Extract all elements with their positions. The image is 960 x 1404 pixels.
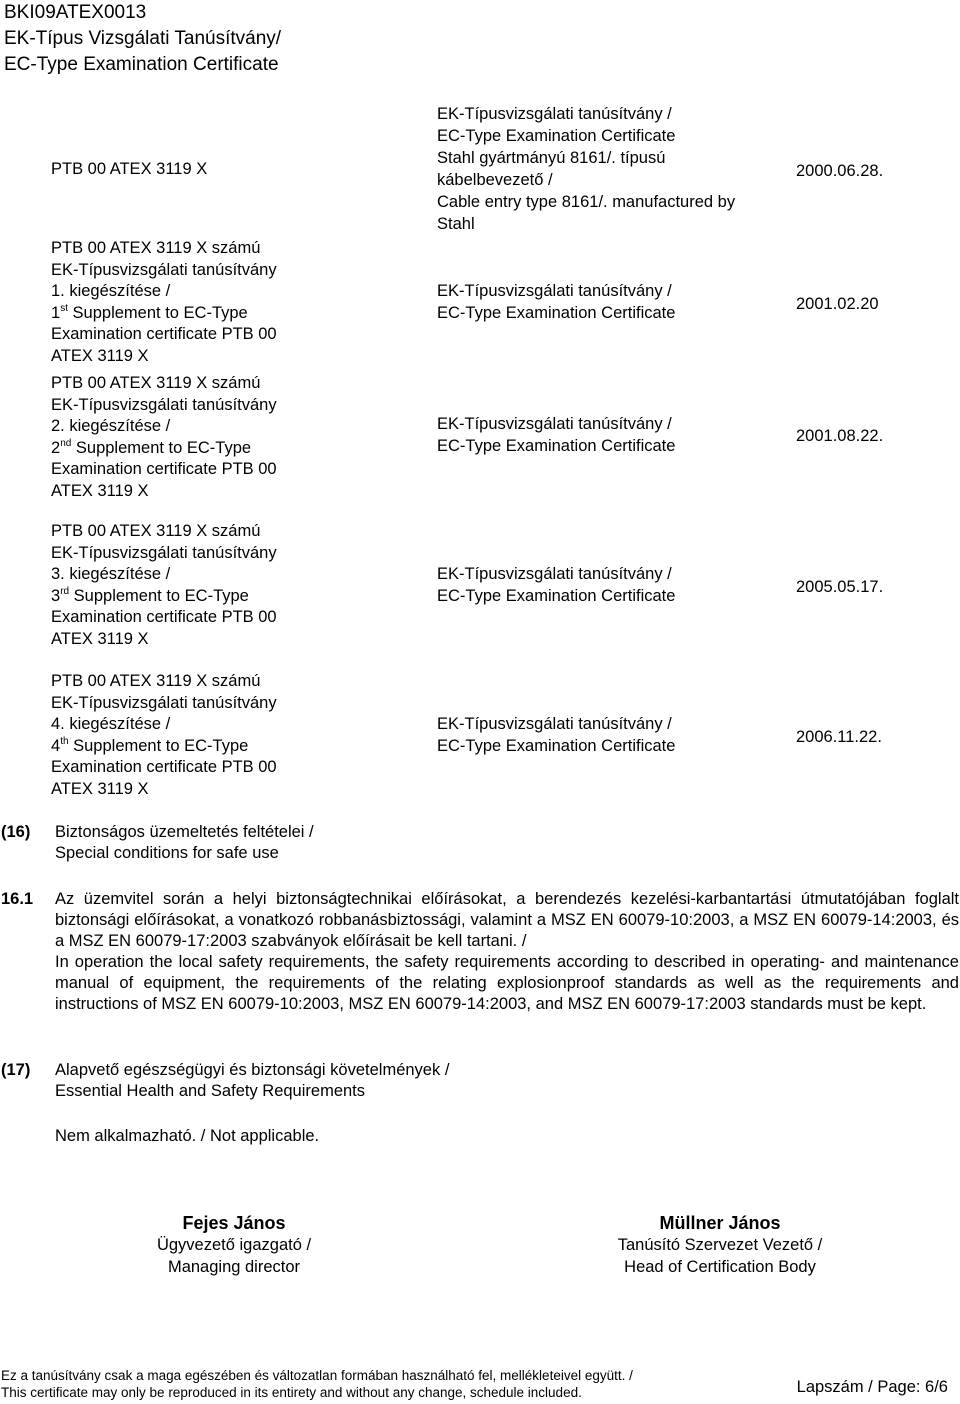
cert-row-4-description: EK-Típusvizsgálati tanúsítvány / EC-Type Examination Certificate — [437, 715, 676, 755]
signatory-name: Fejes János — [182, 1213, 286, 1233]
cert-row-2-reference: PTB 00 ATEX 3119 X számú EK-Típusvizsgálati tanúsítvány 2. kiegészítése / 2nd Supplement to EC-Type Examination certificate PTB 00 ATEX 3119 X — [51, 374, 277, 500]
cert-row-0-date: 2000.06.28. — [796, 162, 884, 180]
item-16-1-hu: Az üzemvitel során a helyi biztonságtechnikai előírásokat, a berendezés kezelési-karbantartási útmutatójában foglalt biztonsági előírásokat, a vonatkozó robbanásbiztossági, valamint a MSZ EN 60079-10:2003, a MSZ EN 60079-14:2003, és a MSZ EN 60079-17:2003 szabványok előírásait be kell tartani. / — [55, 890, 959, 950]
signature-head-of-certification — [580, 1211, 860, 1278]
cert-row-4-reference: PTB 00 ATEX 3119 X számú EK-Típusvizsgálati tanúsítvány 4. kiegészítése / 4th Supplement to EC-Type Examination certificate PTB 00 ATEX 3119 X — [51, 672, 277, 798]
cert-row-3-reference: PTB 00 ATEX 3119 X számú EK-Típusvizsgálati tanúsítvány 3. kiegészítése / 3rd Supplement to EC-Type Examination certificate PTB 00 ATEX 3119 X — [51, 522, 277, 648]
cert-row-4-date: 2006.11.22. — [796, 728, 882, 746]
footer-note-en: This certificate may only be reproduced in its entirety and without any change, schedule included. — [1, 1385, 582, 1400]
cert-row-3-description: EK-Típusvizsgálati tanúsítvány / EC-Type Examination Certificate — [437, 565, 676, 605]
signatory-name: Müllner János — [659, 1213, 781, 1233]
cert-row-1-date: 2001.02.20 — [796, 295, 879, 313]
signatory-role-en: Head of Certification Body — [624, 1257, 816, 1276]
cert-row-1-description: EK-Típusvizsgálati tanúsítvány / EC-Type Examination Certificate — [437, 282, 676, 322]
cert-row-2-description: EK-Típusvizsgálati tanúsítvány / EC-Type Examination Certificate — [437, 415, 676, 455]
signatory-role-hu: Tanúsító Szervezet Vezető / — [617, 1236, 823, 1254]
item-16-1-text — [55, 889, 959, 1015]
cert-row-1-reference: PTB 00 ATEX 3119 X számú EK-Típusvizsgálati tanúsítvány 1. kiegészítése / 1st Supplement to EC-Type Examination certificate PTB 00 ATEX 3119 X — [51, 239, 277, 365]
section-17-title: Alapvető egészségügyi és biztonsági követelmények / Essential Health and Safety Requirements — [55, 1061, 450, 1100]
item-16-1-number: 16.1 — [1, 890, 34, 908]
document-header — [4, 0, 281, 78]
cert-row-0-description: EK-Típusvizsgálati tanúsítvány / EC-Type Examination Certificate Stahl gyártmányú 8161/. típusú kábelbevezető / Cable entry type 8161/. manufactured by Stahl — [437, 105, 736, 233]
section-16-title: Biztonságos üzemeltetés feltételei / Special conditions for safe use — [55, 823, 314, 862]
section-16-number: (16) — [1, 823, 31, 841]
cert-row-0-reference: PTB 00 ATEX 3119 X — [51, 160, 208, 178]
section-17-number: (17) — [1, 1061, 31, 1079]
cert-row-2-date: 2001.08.22. — [796, 427, 884, 445]
item-16-1-en: In operation the local safety requirements, the safety requirements according to described in operating- and maintenance manual of equipment, the requirements of the relating explosionproof standards as well as the requirements and instructions of MSZ EN 60079-10:2003, MSZ EN 60079-14:2003, and MSZ EN 60079-17:2003 standards must be kept. — [55, 953, 959, 1013]
signature-managing-director — [100, 1211, 368, 1278]
title-en: EC-Type Examination Certificate — [4, 54, 279, 75]
signatory-role-en: Managing director — [167, 1257, 301, 1276]
signatory-role-hu: Ügyvezető igazgató / — [156, 1236, 312, 1254]
certificate-number: BKI09ATEX0013 — [4, 2, 147, 23]
cert-row-3-date: 2005.05.17. — [796, 578, 884, 596]
page-number: Lapszám / Page: 6/6 — [796, 1378, 948, 1396]
footer-note-hu: Ez a tanúsítvány csak a maga egészében és változatlan formában használható fel, mellékleteivel együtt. / — [1, 1368, 633, 1383]
title-hu: EK-Típus Vizsgálati Tanúsítvány/ — [4, 28, 282, 49]
section-17-note: Nem alkalmazható. / Not applicable. — [55, 1127, 320, 1145]
